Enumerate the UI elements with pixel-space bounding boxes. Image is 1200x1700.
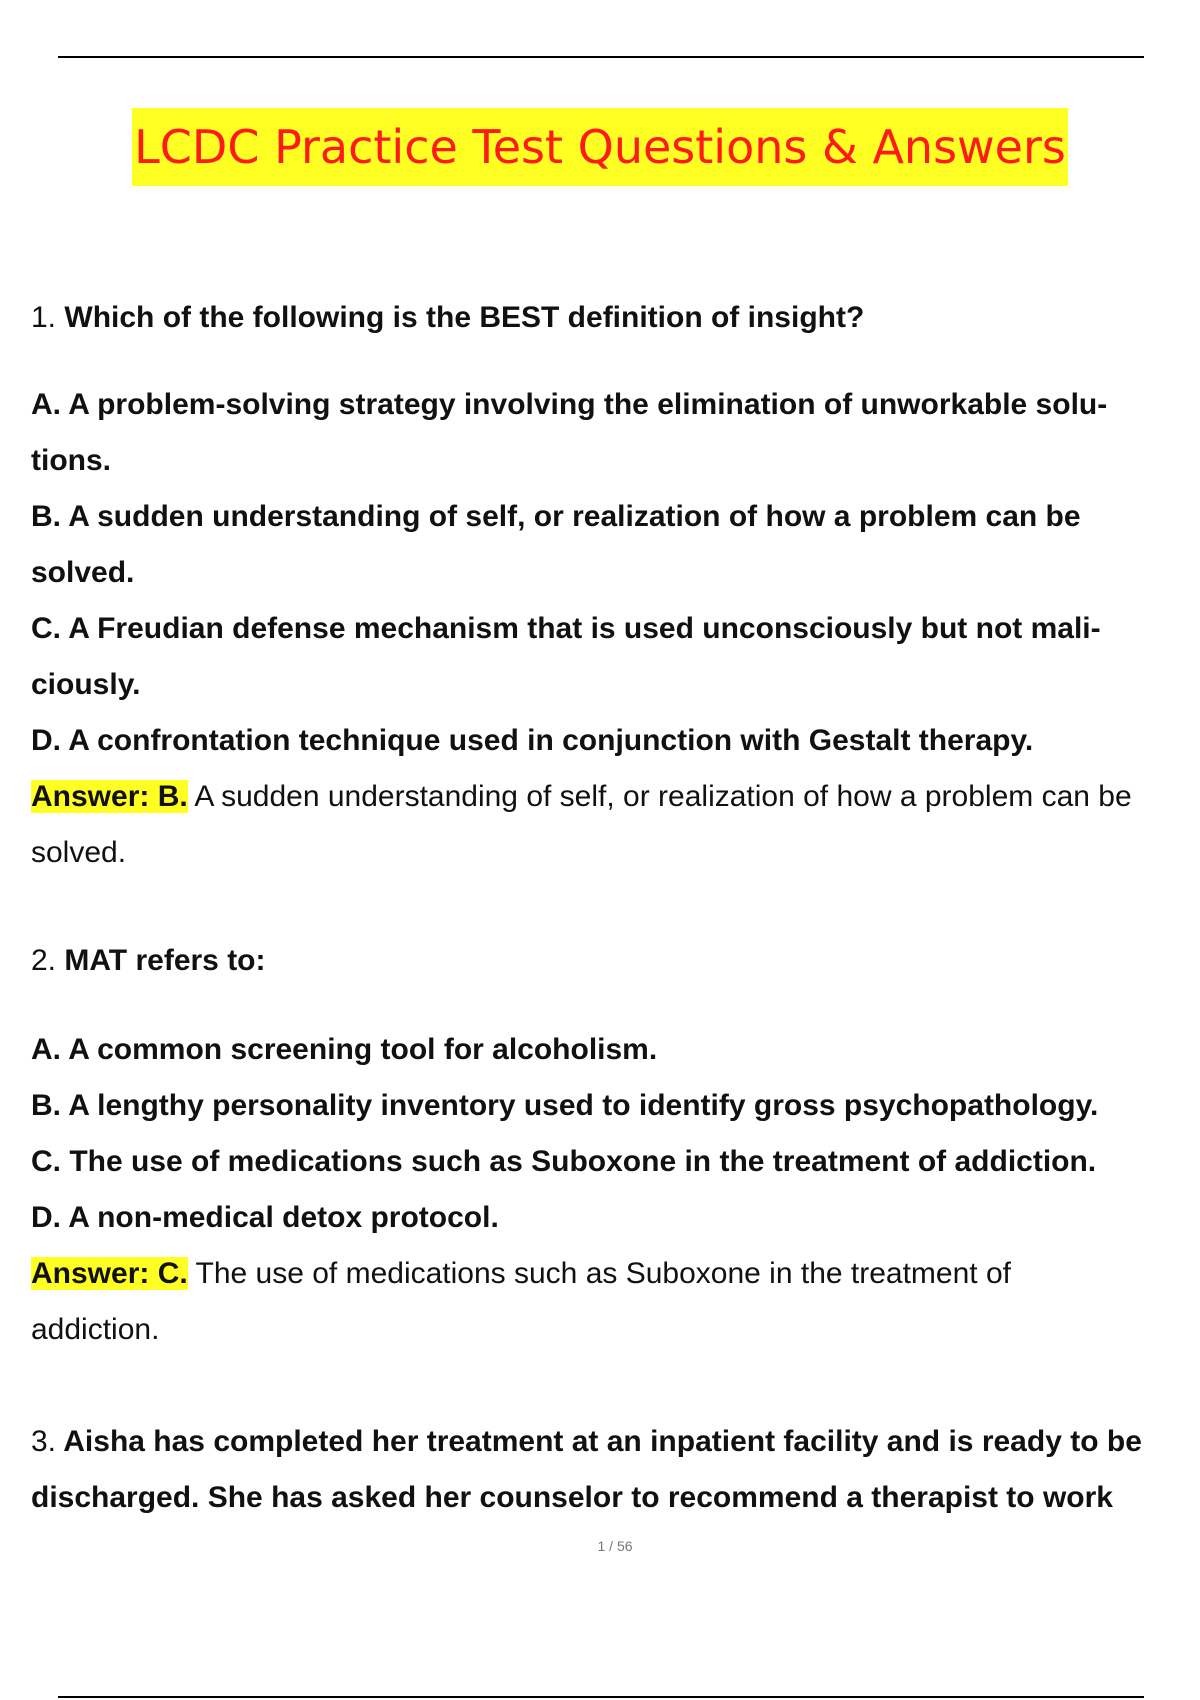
title-wrap: [0, 108, 1200, 186]
question-text: Which of the following is the BEST definition of insight?: [64, 301, 865, 334]
option-line: A. A common screening tool for alcoholism.: [31, 1033, 658, 1066]
answer-text: A sudden understanding of self, or realization of how a problem can be: [194, 780, 1132, 813]
question-2-options: [31, 1022, 1200, 1246]
option-line: ciously.: [31, 668, 141, 701]
option-line: A. A problem-solving strategy involving the elimination of unworkable solu-: [31, 388, 1108, 421]
option-line: D. A non-medical detox protocol.: [31, 1201, 499, 1234]
question-text-continued: discharged. She has asked her counselor to recommend a therapist to work: [31, 1481, 1113, 1514]
answer-label: Answer: B.: [31, 780, 188, 813]
question-text: MAT refers to:: [64, 944, 266, 977]
bottom-rule: [58, 1696, 1144, 1698]
answer-text-continued: solved.: [31, 836, 127, 869]
question-3: [31, 1414, 1200, 1526]
question-1: [31, 290, 1200, 346]
question-number: 3.: [31, 1425, 57, 1458]
answer-text: The use of medications such as Suboxone in the treatment of: [195, 1257, 1011, 1290]
option-line: tions.: [31, 444, 111, 477]
answer-label: Answer: C.: [31, 1257, 188, 1290]
question-2-answer: [31, 1246, 1200, 1358]
option-line: C. A Freudian defense mechanism that is used unconsciously but not mali-: [31, 612, 1101, 645]
option-line: B. A sudden understanding of self, or realization of how a problem can be: [31, 500, 1081, 533]
question-1-answer: [31, 769, 1200, 881]
question-text: Aisha has completed her treatment at an inpatient facility and is ready to be: [63, 1425, 1142, 1458]
option-line: C. The use of medications such as Suboxone in the treatment of addiction.: [31, 1145, 1097, 1178]
option-line: B. A lengthy personality inventory used to identify gross psychopathology.: [31, 1089, 1099, 1122]
top-rule: [58, 56, 1144, 58]
question-number: 2.: [31, 944, 57, 977]
page-number: 1 / 56: [597, 1538, 633, 1554]
answer-text-continued: addiction.: [31, 1313, 160, 1346]
question-1-options: [31, 377, 1200, 769]
page-title: LCDC Practice Test Questions & Answers: [132, 108, 1068, 186]
question-number: 1.: [31, 301, 57, 334]
option-line: solved.: [31, 556, 135, 589]
option-line: D. A confrontation technique used in conjunction with Gestalt therapy.: [31, 724, 1034, 757]
question-2: [31, 933, 1200, 989]
